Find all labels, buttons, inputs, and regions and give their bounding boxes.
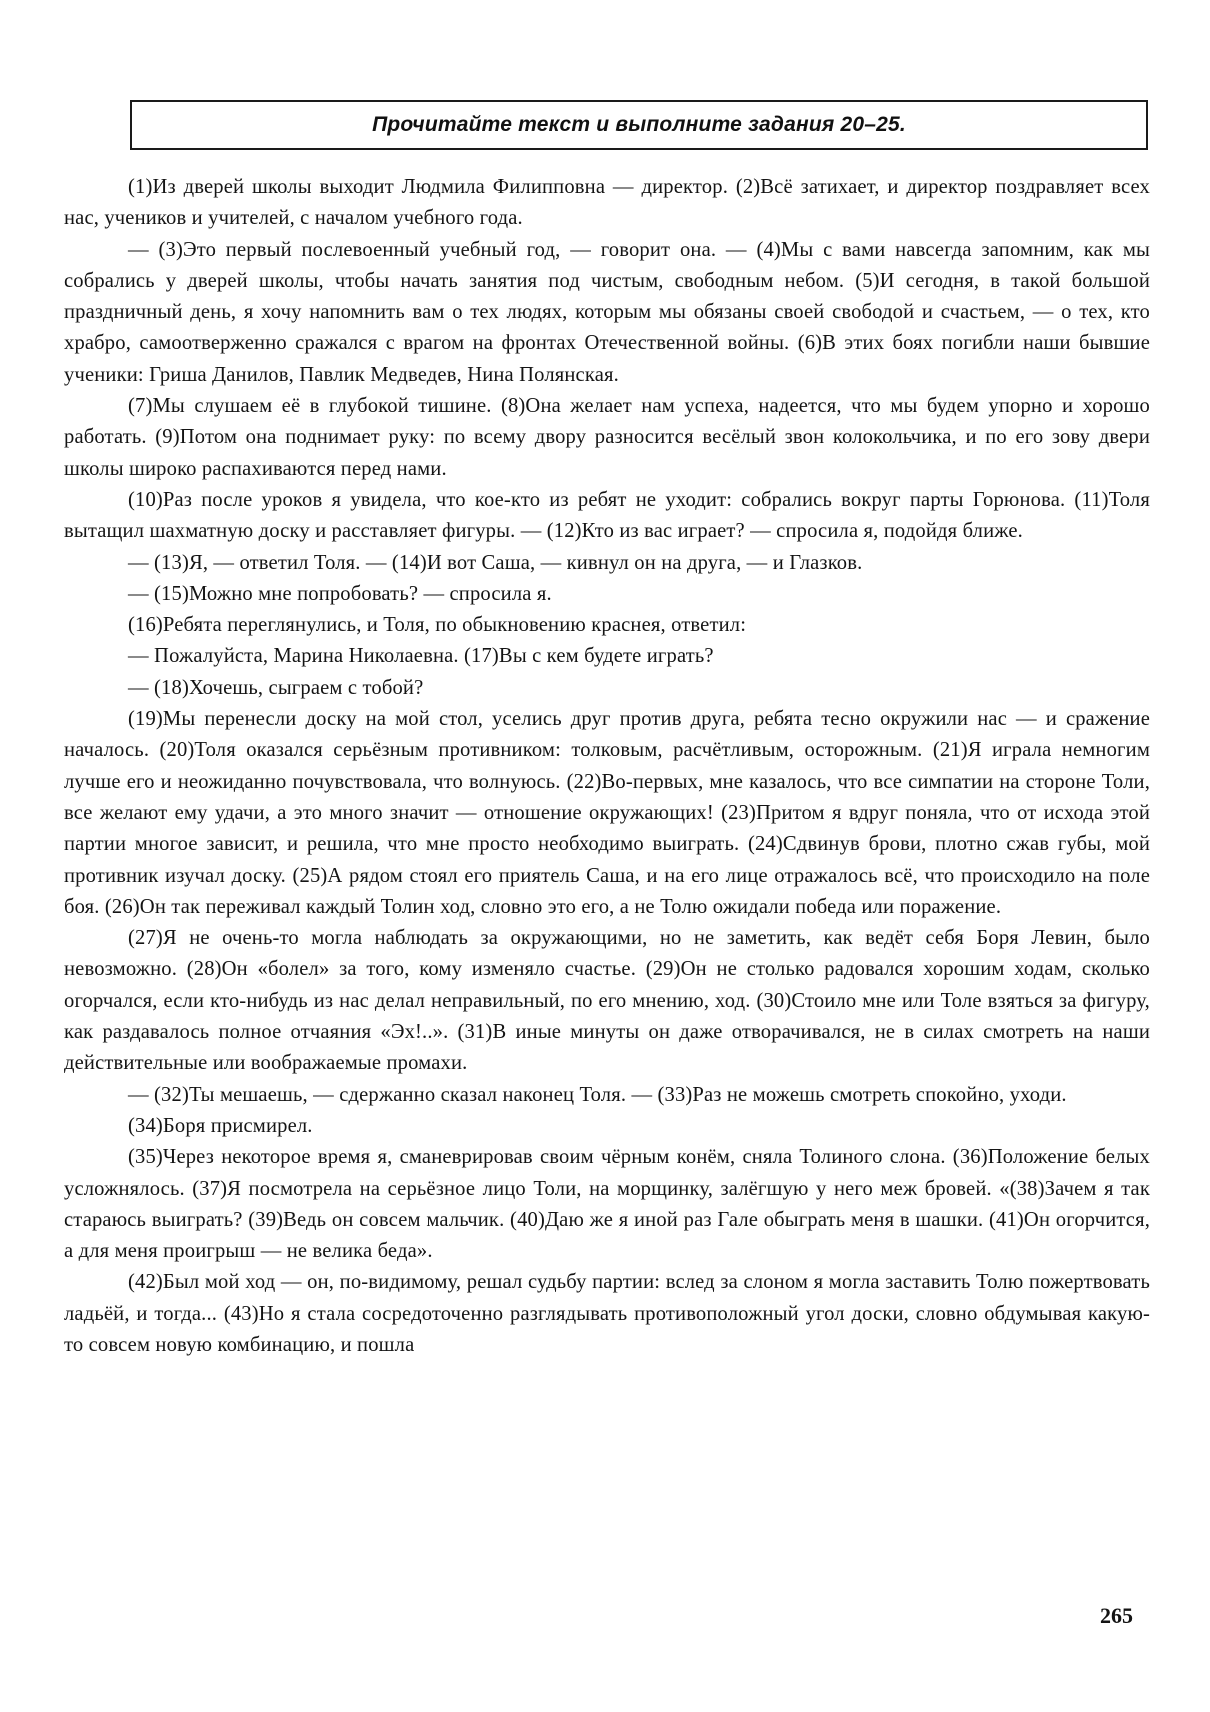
paragraph: — (15)Можно мне попробовать? — спросила я. xyxy=(128,582,552,605)
paragraph: — (3)Это первый послевоенный учебный год, — говорит она. — (4)Мы с вами навсегда запомним, как мы собрались у дверей школы, чтобы начать занятия под чистым, свободным небом. (5)И сегодня, в такой большой праздничный день, я хочу напомнить вам о тех людях, которым мы обязаны своей свободой и счастьем, — о тех, кто храбро, самоотверженно сражался с врагом на фронтах Отечественной войны. (6)В этих боях погибли наши бывшие ученики: Гриша Данилов, Павлик Медведев, Нина Полянская. xyxy=(64,238,1150,386)
paragraph: (19)Мы перенесли доску на мой стол, уселись друг против друга, ребята тесно окружили нас — и сражение началось. (20)Толя оказался серьёзным противником: толковым, расчётливым, осторожным. (21)Я играла немногим лучше его и неожиданно почувствовала, что волнуюсь. (22)Во-первых, мне казалось, что все симпатии на стороне Толи, все желают ему удачи, а это много значит — отношение окружающих! (23)Притом я вдруг поняла, что от исхода этой партии многое зависит, и решила, что мне просто необходимо выиграть. (24)Сдвинув брови, плотно сжав губы, мой противник изучал доску. (25)А рядом стоял его приятель Саша, и на его лице отражалось всё, что происходило на поле боя. (26)Он так переживал каждый Толин ход, словно это его, а не Толю ожидали победа или поражение. xyxy=(64,708,1150,918)
paragraph: (1)Из дверей школы выходит Людмила Филипповна — директор. (2)Всё затихает, и директор поздравляет всех нас, учеников и учителей, с началом учебного года. xyxy=(64,176,1150,230)
task-instruction-title: Прочитайте текст и выполните задания 20–25. xyxy=(372,113,906,136)
page-number: 265 xyxy=(1100,1603,1133,1628)
task-instruction-box xyxy=(130,100,1148,150)
paragraph: — Пожалуйста, Марина Николаевна. (17)Вы с кем будете играть? xyxy=(128,645,714,668)
paragraph: (7)Мы слушаем её в глубокой тишине. (8)Она желает нам успеха, надеется, что мы будем упорно и хорошо работать. (9)Потом она поднимает руку: по всему двору разносится весёлый звон колокольчика, и по его зову двери школы широко распахиваются перед нами. xyxy=(64,395,1150,480)
reading-text xyxy=(64,172,1150,1361)
paragraph: (35)Через некоторое время я, сманеврировав своим чёрным конём, сняла Толиного слона. (36)Положение белых усложнялось. (37)Я посмотрела на серьёзное лицо Толи, на морщинку, залёгшую у него меж бровей. «(38)Зачем я так стараюсь выиграть? (39)Ведь он совсем мальчик. (40)Даю же я иной раз Гале обыграть меня в шашки. (41)Он огорчится, а для меня проигрыш — не велика беда». xyxy=(64,1146,1150,1263)
paragraph: — (13)Я, — ответил Толя. — (14)И вот Саша, — кивнул он на друга, — и Глазков. xyxy=(128,551,863,574)
paragraph: (34)Боря присмирел. xyxy=(128,1114,313,1137)
paragraph: (10)Раз после уроков я увидела, что кое-кто из ребят не уходит: собрались вокруг парты Горюнова. (11)Толя вытащил шахматную доску и расставляет фигуры. — (12)Кто из вас играет? — спросила я, подойдя ближе. xyxy=(64,488,1150,543)
paragraph: — (32)Ты мешаешь, — сдержанно сказал наконец Толя. — (33)Раз не можешь смотреть спокойно, уходи. xyxy=(128,1083,1067,1106)
paragraph: (16)Ребята переглянулись, и Толя, по обыкновению краснея, ответил: xyxy=(128,614,747,637)
paragraph: — (18)Хочешь, сыграем с тобой? xyxy=(128,676,424,699)
paragraph: (42)Был мой ход — он, по-видимому, решал судьбу партии: вслед за слоном я могла заставить Толю пожертвовать ладьёй, и тогда... (43)Но я стала сосредоточенно разглядывать противоположный угол доски, словно обдумывая какую-то совсем новую комбинацию, и пошла xyxy=(64,1271,1150,1356)
paragraph: (27)Я не очень-то могла наблюдать за окружающими, но не заметить, как ведёт себя Боря Левин, было невозможно. (28)Он «болел» за того, кому изменяло счастье. (29)Он не столько радовался хорошим ходам, сколько огорчался, если кто-нибудь из нас делал неправильный, по его мнению, ход. (30)Стоило мне или Толе взяться за фигуру, как раздавалось полное отчаяния «Эх!..». (31)В иные минуты он даже отворачивался, не в силах смотреть на наши действительные или воображаемые промахи. xyxy=(64,927,1150,1075)
